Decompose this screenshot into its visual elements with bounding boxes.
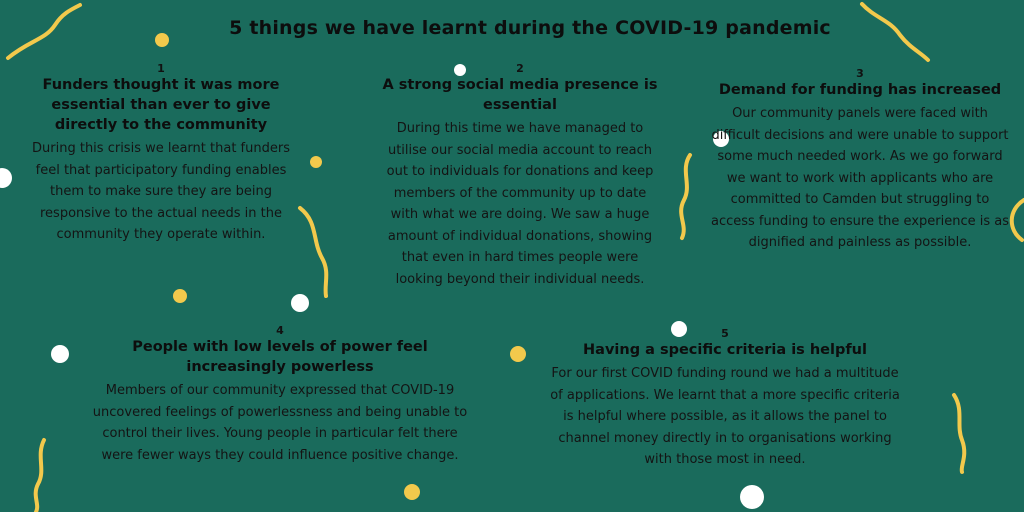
dot-white-4 — [291, 294, 309, 312]
squiggle-bottom-left — [36, 440, 44, 512]
squiggle-right-edge — [1012, 200, 1024, 240]
dot-white-3 — [0, 168, 12, 188]
learning-item-5 — [545, 328, 905, 471]
learning-item-2 — [378, 63, 662, 290]
learning-item-4 — [90, 325, 470, 466]
item-body: During this crisis we learnt that funders feel that participatory funding enables them to make sure they are being responsive to the actual needs in the community they operate within. — [32, 141, 290, 242]
squiggle-center — [681, 155, 690, 238]
learning-item-1 — [22, 63, 300, 246]
item-heading: Demand for funding has increased — [718, 82, 1002, 98]
item-number: 2 — [516, 62, 524, 75]
dot-yellow-2 — [310, 156, 322, 168]
item-number: 4 — [276, 324, 284, 337]
item-body: During this time we have managed to utilise our social media account to reach out to individuals for donations and keep members of the community up to date with what we are doing. We saw a huge amount of individual donations, showing that even in hard times people were looking beyond their individual needs. — [386, 121, 654, 287]
item-heading: Funders thought it was more essential than ever to give directly to the community — [42, 77, 280, 133]
squiggle-bottom-right — [954, 395, 964, 472]
dot-yellow-3 — [173, 289, 187, 303]
learning-item-3 — [710, 68, 1010, 254]
item-number: 5 — [721, 327, 729, 340]
item-heading: Having a specific criteria is helpful — [583, 342, 867, 358]
item-heading: A strong social media presence is essential — [382, 77, 658, 113]
item-number: 3 — [856, 67, 864, 80]
item-heading: People with low levels of power feel increasingly powerless — [132, 339, 428, 375]
dot-yellow-5 — [404, 484, 420, 500]
page-title: 5 things we have learnt during the COVID-19 pandemic — [229, 17, 831, 39]
item-number: 1 — [157, 62, 165, 75]
dot-white-7 — [740, 485, 764, 509]
squiggle-left-mid — [300, 208, 326, 296]
dot-white-6 — [51, 345, 69, 363]
item-body: Our community panels were faced with difficult decisions and were unable to support some much needed work. As we go forward we want to work with applicants who are committed to Camden but struggling to access funding to ensure the experience is as dignified and painless as possible. — [710, 106, 1009, 250]
item-body: Members of our community expressed that COVID-19 uncovered feelings of powerlessness and being unable to control their lives. Young people in particular felt there were fewer ways they could influence positive change. — [92, 383, 468, 463]
item-body: For our first COVID funding round we had a multitude of applications. We learnt that a more specific criteria is helpful where possible, as it allows the panel to channel money directly in to organisations working with those most in need. — [550, 366, 900, 467]
dot-yellow-4 — [510, 346, 526, 362]
